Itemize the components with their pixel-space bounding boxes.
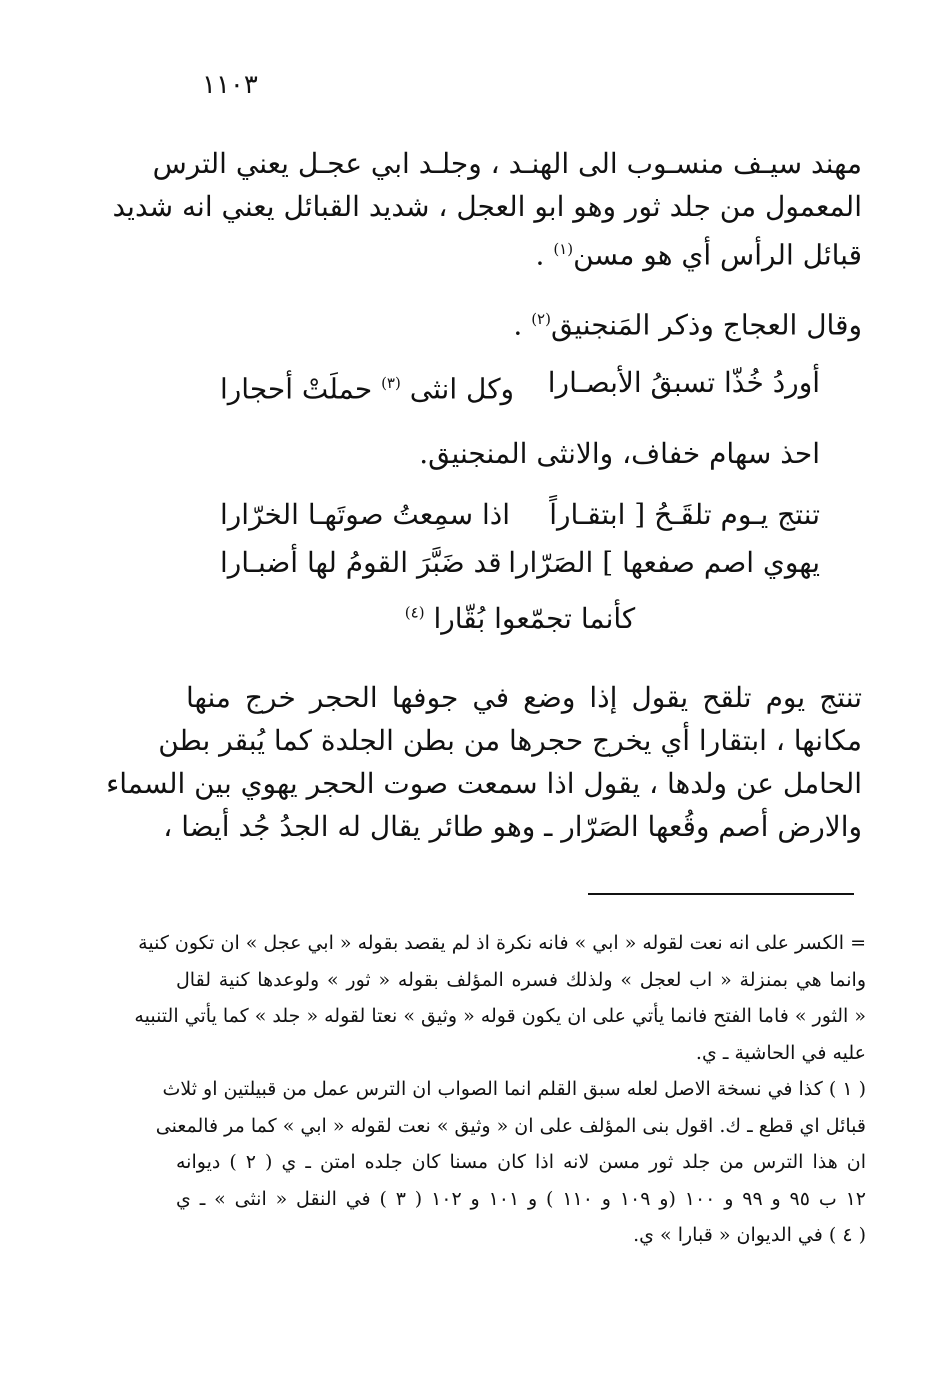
- footnote-line-1: = الكسر على انه نعت لقوله « ابي » فانه نكرة اذ لم يقصد بقوله « ابي عجل » ان تكون كنية: [138, 932, 866, 954]
- verse-2-second-hemistich: اذا سمِعتُ صوتَهـا الخرّارا: [220, 498, 510, 531]
- footnote-line-5: ( ١ ) كذا في نسخة الاصل لعله سبق القلم انما الصواب ان الترس عمل من قبيلتين او ثلاث: [162, 1078, 866, 1100]
- intro-line-row: [186, 298, 862, 346]
- verse-1-second-hemistich: [220, 362, 514, 410]
- verse-1-first-hemistich: أوردُ خُذّا تسبقُ الأبصـارا: [547, 366, 820, 399]
- paragraph-1-line-3: [186, 228, 862, 276]
- footnote-line-7: ان هذا الترس من جلد ثور مسن لانه اذا كان مسنا كان جلده امتن ـ ي ( ٢ ) ديوانه: [176, 1151, 866, 1173]
- footnote-line-8: ١٢ ب ٩٥ و ٩٩ و ١٠٠ (و ١٠٩ و ١١٠ ) و ١٠١ و ١٠٢ ( ٣ ) في النقل « انثى » ـ ي: [176, 1187, 866, 1210]
- paragraph-2-line-2: مكانها ، ابتقارا أي يخرج حجرها من بطن الجلدة كما يُبقر بطن: [158, 724, 862, 757]
- footnote-line-4: عليه في الحاشية ـ ي.: [695, 1041, 866, 1064]
- paragraph-2: [106, 676, 862, 848]
- footnote-mark-2: (٢): [531, 310, 551, 328]
- verse-1-second-a: وكل انثى: [400, 372, 515, 406]
- footnote-line-3: « الثور » فاما الفتح فانما يأتي على ان يكون قوله « وثيق » نعتا لقوله « جلد » كما يأتي التنبيه: [134, 1005, 866, 1027]
- verse-3-first-hemistich: يهوي اصم صفعها ] الصَرّارا: [508, 546, 820, 579]
- footnote-mark-1: (١): [553, 240, 574, 258]
- verse-1: [220, 362, 820, 410]
- paragraph-1-end: .: [535, 238, 554, 272]
- verse-3-second-hemistich: قد ضَبَّرَ القومُ لها أضبـارا: [220, 546, 502, 579]
- footnote-line-9: ( ٤ ) في الديوان « قبارا » ي.: [633, 1224, 866, 1246]
- footnote-mark-4: (٤): [404, 603, 425, 622]
- verse-2-first-hemistich: تنتج يـوم تلقَـحُ [ ابتقـاراً: [549, 498, 820, 531]
- paragraph-2-line-4: والارض أصم وقُعها الصَرّار ـ وهو طائر يقال له الجدُ جُد أيضا ،: [163, 810, 862, 843]
- verse-4: [220, 602, 820, 635]
- verse-2: [220, 494, 820, 536]
- paragraph-1-line-2: المعمول من جلد ثور وهو ابو العجل ، شديد القبائل يعني انه شديد: [112, 190, 862, 223]
- gloss-line-text: احذ سهام خفاف، والانثى المنجنيق.: [419, 437, 820, 470]
- paragraph-2-line-3: الحامل عن ولدها ، يقول اذا سمعت صوت الحجر يهوي بين السماء: [106, 767, 862, 800]
- verse-3: [220, 542, 820, 584]
- paragraph-2-line-1: تنتج يوم تلقح يقول إذا وضع في جوفها الحجر خرج منها: [186, 681, 862, 714]
- verse-4-text: كأنما تجمّعوا بُقّارا: [424, 602, 636, 635]
- paragraph-1-line-1: مهند سيـف منسـوب الى الهنـد ، وجلـد ابي عجـل يعني الترس: [152, 147, 862, 180]
- footnote-line-2: وانما هي بمنزلة « اب لعجل » ولذلك فسره المؤلف بقوله « ثور » ولوعدها كنية لقال: [176, 968, 866, 991]
- footnote-mark-3: (٣): [381, 374, 401, 392]
- page-number: ١١٠٣: [202, 70, 258, 100]
- paragraph-1-line-3-text: قبائل الرأس أي هو مسن: [573, 238, 862, 272]
- intro-line-end: .: [513, 308, 532, 342]
- verse-1-second-b: حملَتْ أحجارا: [220, 372, 382, 406]
- footnotes: [134, 925, 866, 1254]
- intro-line: [186, 298, 862, 346]
- footnote-separator: [588, 893, 854, 895]
- paragraph-1: [112, 142, 862, 276]
- intro-line-text: وقال العجاج وذكر المَنجنيق: [550, 308, 862, 342]
- footnote-line-6: قبائل اي قطع ـ ك. اقول بنى المؤلف على ان « وثيق » نعت لقوله « ابي » كما مر فالمعنى: [155, 1114, 866, 1137]
- gloss-line: [220, 432, 820, 475]
